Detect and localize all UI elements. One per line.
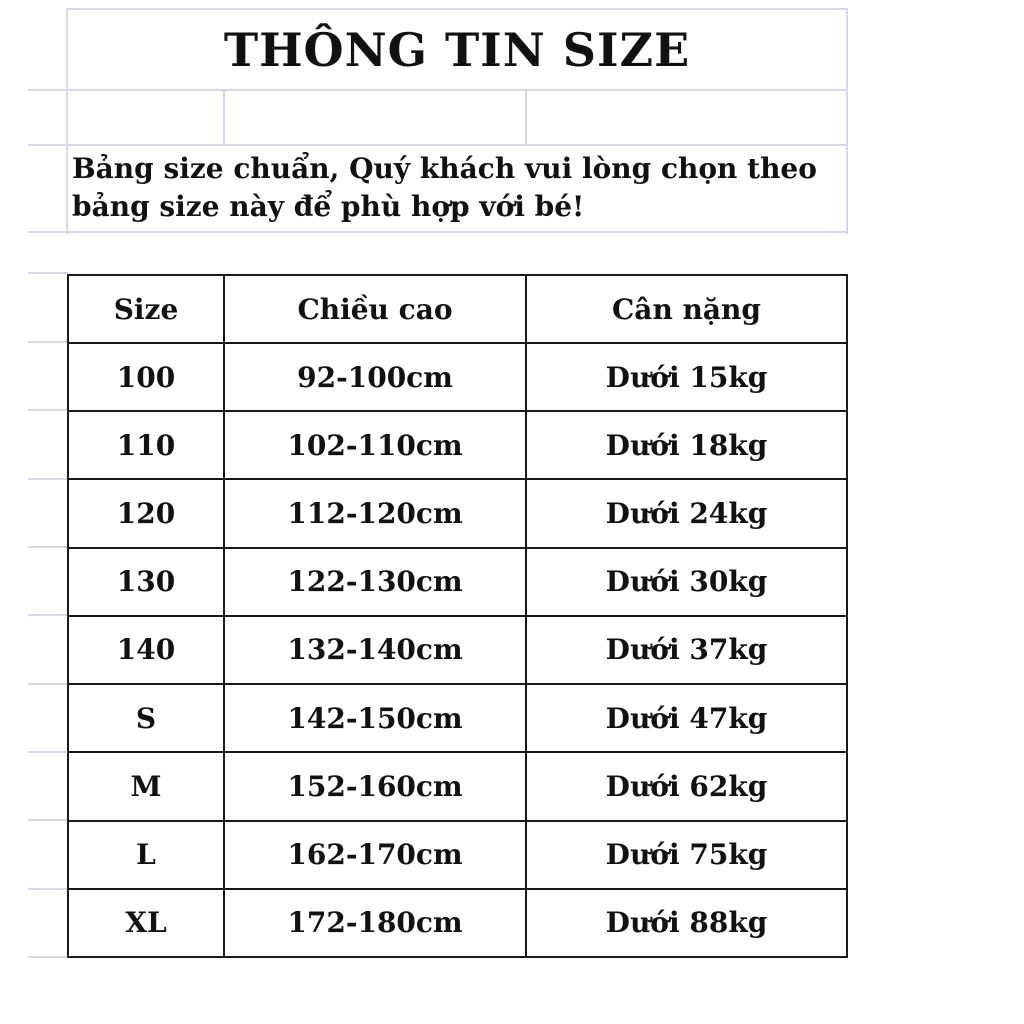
page-title: THÔNG TIN SIZE <box>223 23 691 77</box>
size-cell: M <box>68 752 224 820</box>
weight-cell: Dưới 37kg <box>526 616 847 684</box>
weight-cell: Dưới 30kg <box>526 548 847 616</box>
size-cell: 130 <box>68 548 224 616</box>
sheet-gridline <box>28 751 68 753</box>
sheet-gridline <box>28 89 848 91</box>
sheet-gridline <box>846 8 848 234</box>
weight-cell: Dưới 47kg <box>526 684 847 752</box>
weight-cell: Dưới 62kg <box>526 752 847 820</box>
size-cell: XL <box>68 889 224 957</box>
sheet-gridline <box>223 90 225 145</box>
table-row <box>68 821 847 889</box>
size-guide-note: Bảng size chuẩn, Quý khách vui lòng chọn theo bảng size này để phù hợp với bé! <box>72 152 817 223</box>
weight-cell: Dưới 75kg <box>526 821 847 889</box>
height-cell: 172-180cm <box>224 889 526 957</box>
sheet-gridline <box>66 8 848 10</box>
height-cell: 112-120cm <box>224 479 526 547</box>
size-cell: L <box>68 821 224 889</box>
size-cell: 100 <box>68 343 224 411</box>
height-cell: 142-150cm <box>224 684 526 752</box>
table-row <box>68 684 847 752</box>
sheet-gridline <box>28 888 68 890</box>
table-row <box>68 889 847 957</box>
table-row <box>68 616 847 684</box>
sheet-gridline <box>28 409 68 411</box>
height-cell: 92-100cm <box>224 343 526 411</box>
sheet-gridline <box>525 90 527 145</box>
column-header-weight: Cân nặng <box>526 275 847 343</box>
table-header-row <box>68 275 847 343</box>
sheet-gridline <box>28 683 68 685</box>
weight-cell: Dưới 18kg <box>526 411 847 479</box>
height-cell: 162-170cm <box>224 821 526 889</box>
height-cell: 122-130cm <box>224 548 526 616</box>
height-cell: 132-140cm <box>224 616 526 684</box>
table-row <box>68 548 847 616</box>
sheet-gridline <box>28 614 68 616</box>
table-row <box>68 343 847 411</box>
size-cell: S <box>68 684 224 752</box>
weight-cell: Dưới 15kg <box>526 343 847 411</box>
weight-cell: Dưới 24kg <box>526 479 847 547</box>
sheet-gridline <box>28 546 68 548</box>
sheet-gridline <box>28 231 848 233</box>
size-cell: 140 <box>68 616 224 684</box>
height-cell: 152-160cm <box>224 752 526 820</box>
height-cell: 102-110cm <box>224 411 526 479</box>
sheet-gridline <box>28 819 68 821</box>
sheet-gridline <box>28 272 68 274</box>
table-row <box>68 411 847 479</box>
size-cell: 110 <box>68 411 224 479</box>
weight-cell: Dưới 88kg <box>526 889 847 957</box>
table-row <box>68 479 847 547</box>
sheet-gridline <box>28 478 68 480</box>
sheet-gridline <box>28 341 68 343</box>
sheet-gridline <box>28 956 68 958</box>
column-header-height: Chiều cao <box>224 275 526 343</box>
sheet-gridline <box>28 144 848 146</box>
table-row <box>68 752 847 820</box>
size-cell: 120 <box>68 479 224 547</box>
size-table <box>67 274 848 958</box>
column-header-size: Size <box>68 275 224 343</box>
